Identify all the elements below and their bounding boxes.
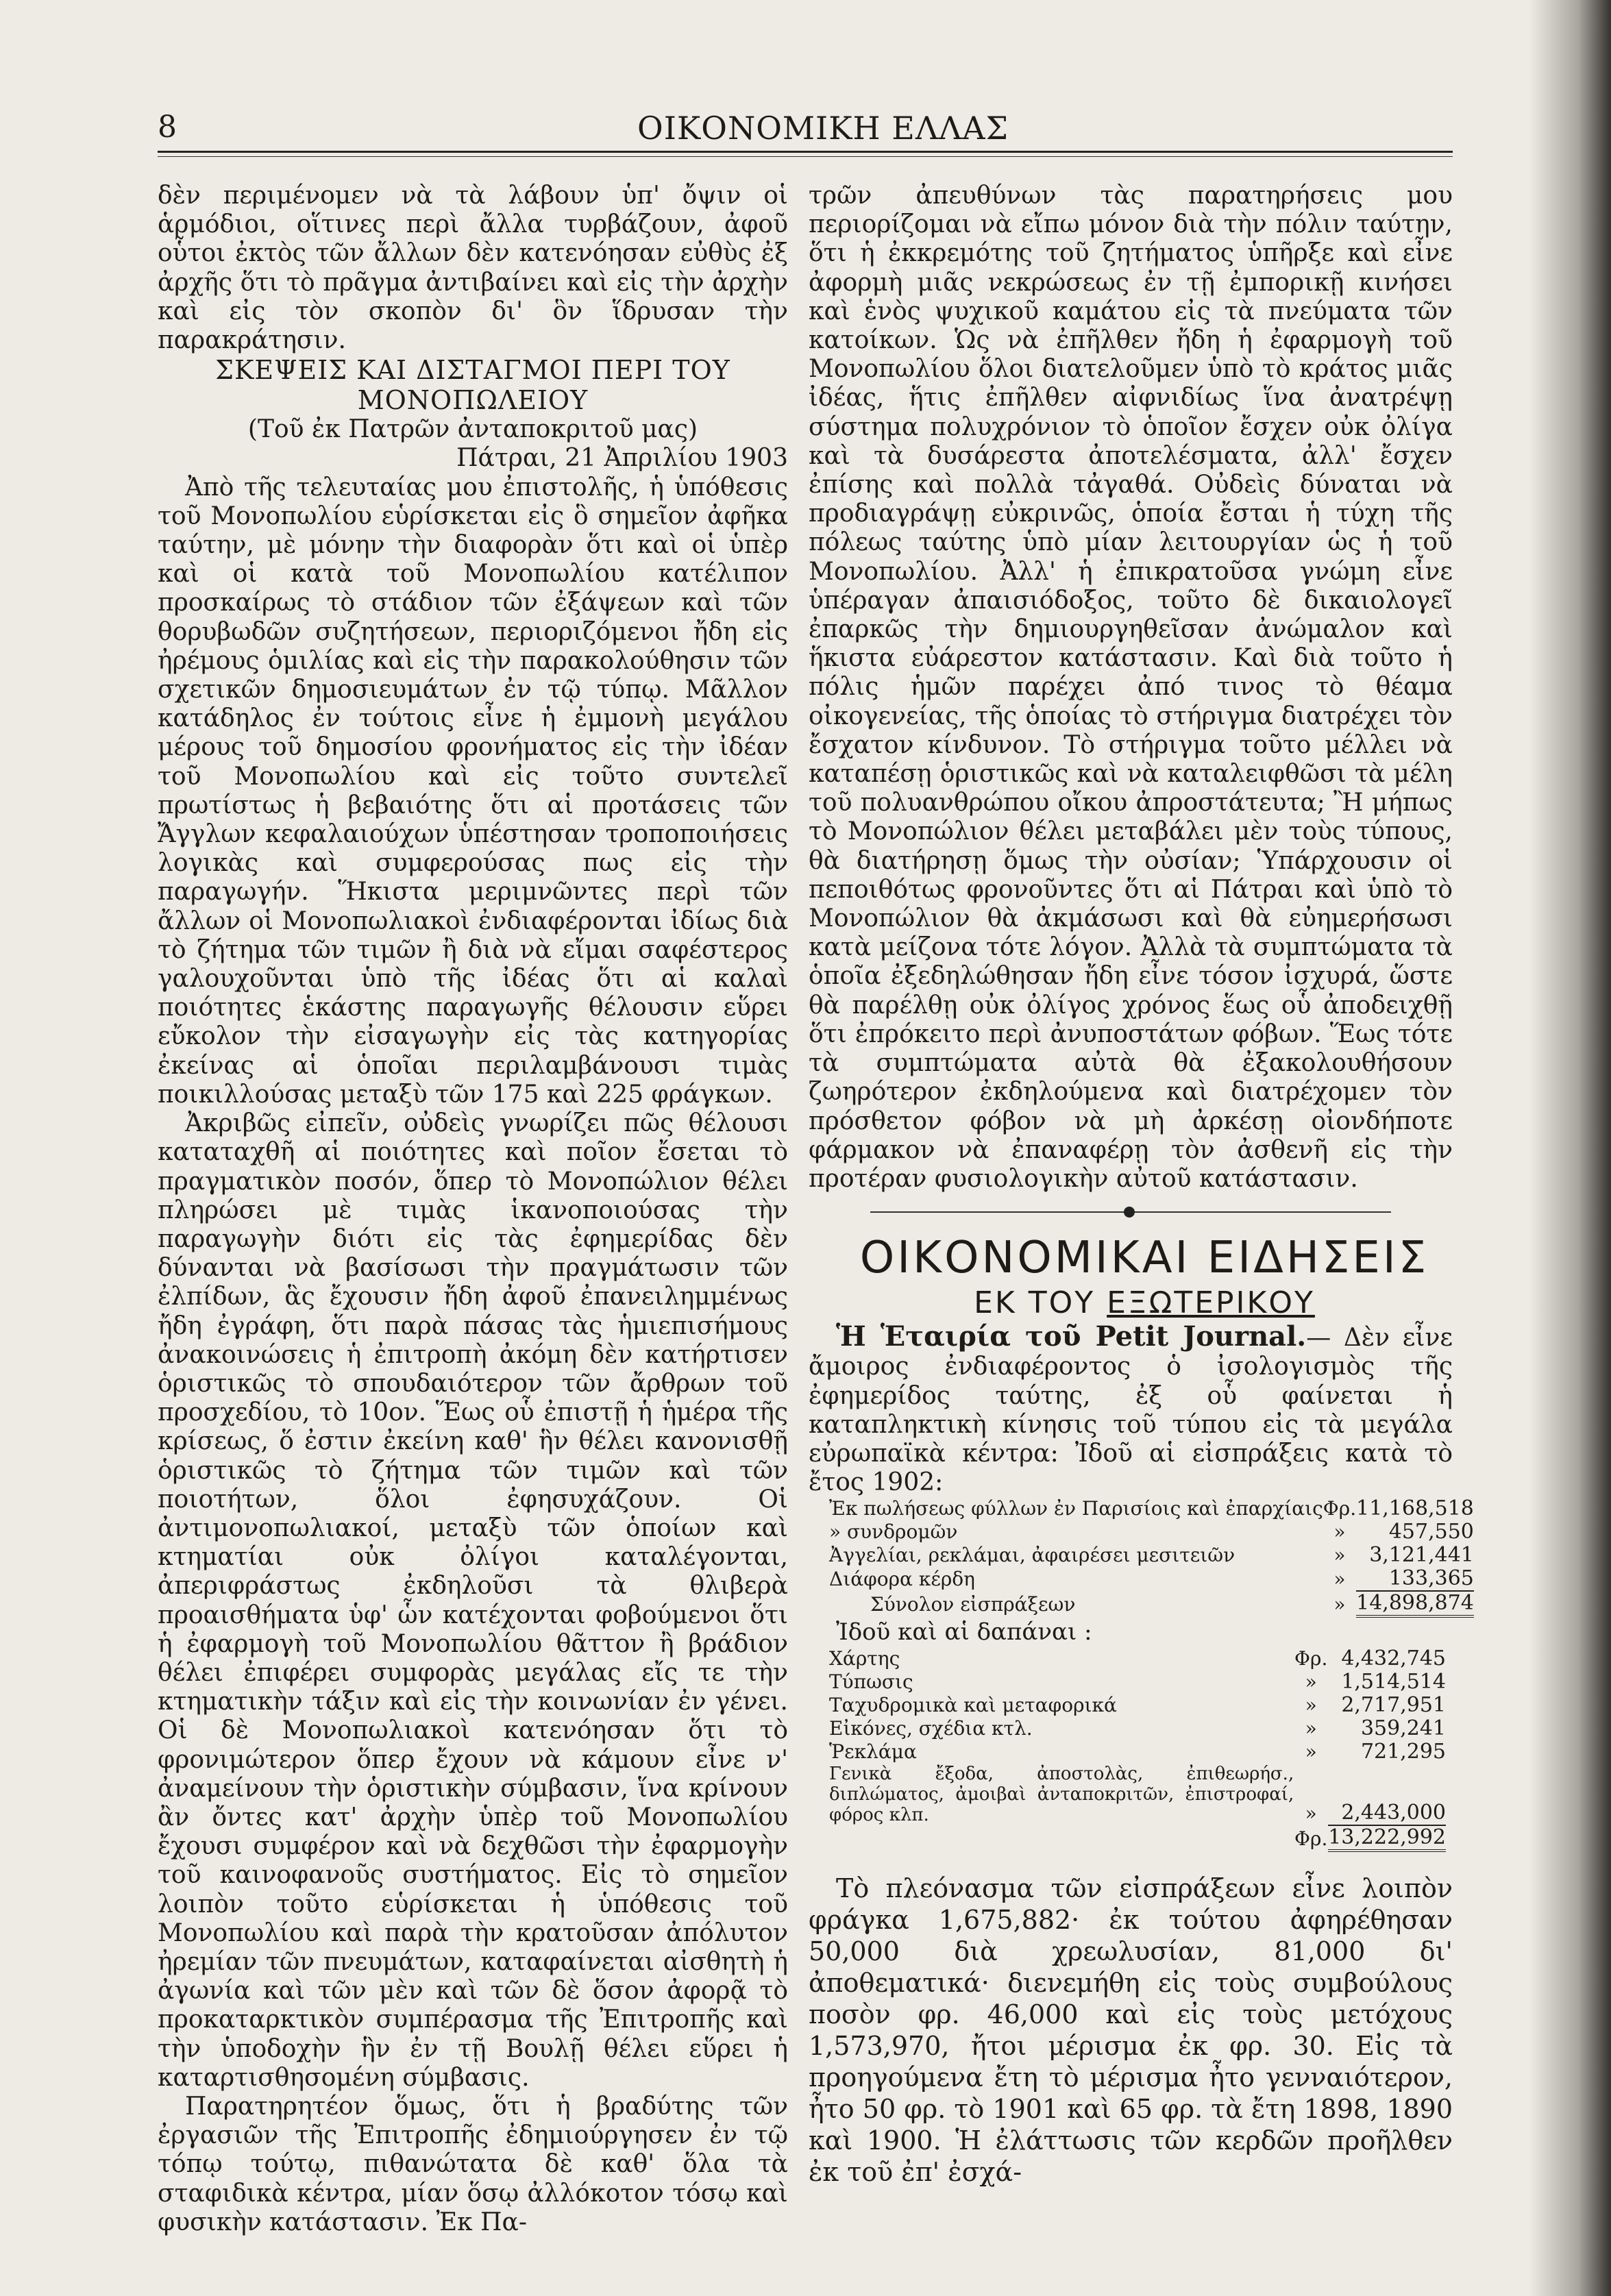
receipt-currency: » xyxy=(1333,1520,1346,1544)
expense-currency: » xyxy=(1305,1740,1317,1763)
section-subtitle xyxy=(809,1284,1453,1322)
section-subtitle-underlined: ΕΞΩΤΕΡΙΚΟΥ xyxy=(1107,1285,1315,1321)
table-row xyxy=(829,1520,1474,1544)
expenses-intro: Ἰδοῦ καὶ αἱ δαπάναι : xyxy=(836,1618,1092,1646)
expense-label: Ταχυδρομικὰ καὶ μεταφορικά xyxy=(829,1693,1117,1716)
receipt-amount: 3,121,441 xyxy=(1369,1543,1474,1568)
news-item-intro xyxy=(809,1322,1453,1497)
table-row xyxy=(829,1740,1446,1764)
receipt-amount: 133,365 xyxy=(1356,1567,1474,1591)
receipts-total-label: Σύνολον εἰσπράξεων xyxy=(870,1593,1076,1616)
news-lead: Ἡ Ἑταιρία τοῦ Petit Journal. xyxy=(836,1320,1307,1353)
expenses-total-currency: Φρ. xyxy=(1294,1827,1328,1850)
receipt-label: Ἀγγελίαι, ρεκλάμαι, ἀφαιρέσει μεσιτειῶν xyxy=(829,1544,1235,1567)
table-row xyxy=(829,1647,1446,1670)
table-row xyxy=(829,1670,1446,1694)
section-title: ΟΙΚΟΝΟΜΙΚΑΙ ΕΙΔΗΣΕΙΣ xyxy=(859,1233,1429,1284)
table-row xyxy=(829,1567,1474,1591)
receipts-total-amount: 14,898,874 xyxy=(1356,1591,1474,1616)
receipt-currency: » xyxy=(1333,1544,1346,1567)
expense-label: Τύπωσις xyxy=(829,1670,913,1693)
receipt-label: Διάφορα κέρδη xyxy=(829,1568,975,1591)
expense-currency: » xyxy=(1305,1693,1317,1716)
expense-amount: 1,514,514 xyxy=(1341,1669,1446,1694)
expenses-total-amount: 13,222,992 xyxy=(1328,1825,1446,1849)
receipt-amount: 11,168,518 xyxy=(1356,1496,1474,1521)
section-divider xyxy=(870,1211,1391,1213)
table-row-total xyxy=(829,1591,1474,1616)
article-continuation: τρῶν ἀπευθύνων τὰς παρατηρήσεις μου περιορίζομαι νὰ εἴπω μόνον διὰ τὴν πόλιν ταύτην, ὅτι ἡ ἐκκρεμότης τοῦ ζητήματος ὑπῆρξε καὶ εἶνε ἀφορμὴ μιᾶς νεκρώσεως ἐν τῇ ἐμπορικῇ κινήσει καὶ ἑνὸς ψυχικοῦ καμάτου εἰς τὰ πνεύματα τῶν κατοίκων. Ὡς νὰ ἐπῆλθεν ἤδη ἡ ἐφαρμογὴ τοῦ Μονοπωλίου ὅλοι διατελοῦμεν ὑπὸ τὸ κράτος μιᾶς ἰδέας, ἥτις ἐπῆλθεν αἰφνιδίως ἵνα ἀνατρέψῃ σύστημα πολυχρόνιον τὸ ὁποῖον ἔσχεν οὐκ ὀλίγα καὶ τὰ δυσάρεστα ἀποτελέσματα, ἀλλ' ἔσχεν ἐπίσης καὶ πολλὰ τἀγαθά. Οὐδεὶς δύναται νὰ προδιαγράψῃ εὐκρινῶς, ὁποία ἔσται ἡ τύχη τῆς πόλεως ταύτης ὑπὸ μίαν λειτουργίαν ὡς ἡ τοῦ Μονοπωλίου. Ἀλλ' ἡ ἐπικρατοῦσα γνώμη εἶνε ὑπέραγαν ἀπαισιόδοξος, τοῦτο δὲ δικαιολογεῖ ἐπαρκῶς τὴν δημιουργηθεῖσαν ἀνώμαλον καὶ ἥκιστα εὐάρεστον κατάστασιν. Καὶ διὰ τοῦτο ἡ πόλις ἡμῶν παρέχει ἀπό τινος τὸ θέαμα οἰκογενείας, τῆς ὁποίας τὸ στήριγμα διατρέχει τὸν ἔσχατον κίνδυνον. Τὸ στήριγμα τοῦτο μέλλει νὰ καταπέσῃ ὁριστικῶς καὶ νὰ καταλειφθῶσι τὰ μέλη τοῦ πολυανθρώπου οἴκου ἀπροστάτευτα; Ἢ μήπως τὸ Μονοπώλιον θέλει μεταβάλει μὲν τοὺς τύπους, θὰ διατήρησῃ ὅμως τὴν οὐσίαν; Ὑπάρχουσιν οἱ πεποιθότως φρονοῦντες ὅτι αἱ Πάτραι καὶ ὑπὸ τὸ Μονοπώλιον θὰ ἀκμάσωσι καὶ θὰ εὐημερήσωσι κατὰ μείζονα τότε λόγον. Ἀλλὰ τὰ συμπτώματα τὰ ὁποῖα ἐξεδηλώθησαν ἤδη εἶνε τόσον ἰσχυρά, ὥστε θὰ παρέλθῃ οὐκ ὀλίγος χρόνος ἕως οὗ ἀποδειχθῇ ὅτι ἐπρόκειτο περὶ ἀνυποστάτων φόβων. Ἕως τότε τὰ συμπτώματα αὐτὰ θὰ ἐξακολουθήσουν ζωηρότερον ἐκδηλούμενα καὶ διατρέχομεν τὸν πρόσθετον φόβον νὰ μὴ ἀρκέσῃ οἰονδήποτε φάρμακον νὰ ἐπαναφέρῃ τὸν ἀσθενῆ εἰς τὴν προτέραν φυσιολογικὴν αὐτοῦ κατάστασιν. xyxy=(809,182,1453,1193)
expense-amount: 721,295 xyxy=(1360,1739,1446,1764)
expense-currency: » xyxy=(1305,1801,1317,1825)
receipt-amount: 457,550 xyxy=(1388,1520,1474,1544)
article-dateline: Πάτραι, 21 Ἀπριλίου 1903 xyxy=(456,444,788,473)
right-column xyxy=(809,182,1474,2188)
article-paragraph: Ἀπὸ τῆς τελευταίας μου ἐπιστολῆς, ἡ ὑπόθεσις τοῦ Μονοπωλίου εὑρίσκεται εἰς ὃ σημεῖον ἀφῆκα ταύτην, μὲ μόνην τὴν διαφορὰν ὅτι καὶ οἱ ὑπὲρ καὶ οἱ κατὰ τοῦ Μονοπωλίου κατέλιπον προσκαίρως τὸ στάδιον τῶν ἐξάψεων καὶ τῶν θορυβωδῶν συζητήσεων, περιοριζόμενοι ἤδη εἰς ἠρέμους ὁμιλίας καὶ εἰς τὴν παρακολούθησιν τῶν σχετικῶν δημοσιευμάτων ἐν τῷ τύπῳ. Μᾶλλον κατάδηλος ἐν τούτοις εἶνε ἡ ἐμμονὴ μεγάλου μέρους τοῦ δημοσίου φρονήματος εἰς τὴν ἰδέαν τοῦ Μονοπωλίου καὶ εἰς τοῦτο συντελεῖ πρωτίστως ἡ βεβαιότης ὅτι αἱ προτάσεις τῶν Ἄγγλων κεφαλαιούχων ὑπέστησαν τροποποιήσεις λογικὰς καὶ συμφερούσας πως εἰς τὴν παραγωγήν. Ἥκιστα μεριμνῶντες περὶ τῶν ἄλλων οἱ Μονοπωλιακοὶ ἐνδιαφέρονται ἰδίως διὰ τὸ ζήτημα τῶν τιμῶν ἢ διὰ νὰ εἴμαι σαφέστερος γαλουχοῦνται ὑπὸ τῆς ἰδέας ὅτι αἱ καλαὶ ποιότητες ἑκάστης παραγωγῆς θέλουσιν εὕρει εὔκολον τὴν εἰσαγωγὴν εἰς τὰς κατηγορίας ἐκείνας αἱ ὁποῖαι περιλαμβάνουσι τιμὰς ποικιλλούσας μεταξὺ τῶν 175 καὶ 225 φράγκων. xyxy=(158,473,788,1109)
header-rule xyxy=(158,151,1453,153)
expense-currency: Φρ. xyxy=(1294,1646,1328,1670)
header-rule-thin xyxy=(158,156,1453,157)
receipt-currency: Φρ. xyxy=(1323,1497,1357,1520)
running-title: ΟΙΚΟΝΟΜΙΚΗ ΕΛΛΑΣ xyxy=(637,110,1009,147)
page-number: 8 xyxy=(158,110,177,145)
expense-amount: 359,241 xyxy=(1360,1716,1446,1740)
receipt-label: Ἐκ πωλήσεως φύλλων ἐν Παρισίοις καὶ ἐπαρχίαις xyxy=(829,1497,1323,1520)
expense-label: Χάρτης xyxy=(829,1646,900,1670)
section-subtitle-prefix: ΕΚ ΤΟΥ xyxy=(974,1285,1096,1321)
article-byline: (Τοῦ ἐκ Πατρῶν ἀνταποκριτοῦ μας) xyxy=(247,415,698,444)
expenses-table xyxy=(829,1647,1446,1852)
table-row xyxy=(829,1544,1474,1567)
divider-ornament xyxy=(1124,1207,1135,1218)
receipts-total-currency: » xyxy=(1333,1593,1346,1616)
closing-paragraph: Τὸ πλεόνασμα τῶν εἰσπράξεων εἶνε λοιπὸν φράγκα 1,675,882· ἐκ τούτου ἀφηρέθησαν 50,000 διὰ χρεωλυσίαν, 81,000 δι' ἀποθεματικά· διενεμήθη εἰς τοὺς συμβούλους ποσὸν φρ. 46,000 καὶ εἰς τοὺς μετόχους 1,573,970, ἤτοι μέρισμα ἐκ φρ. 30. Εἰς τὰ προηγούμενα ἔτη τὸ μέρισμα ἦτο γενναιότερον, ἦτο 50 φρ. τὸ 1901 καὶ 65 φρ. τὰ ἔτη 1898, 1890 καὶ 1900. Ἡ ἐλάττωσις τῶν κερδῶν προῆλθεν ἐκ τοῦ ἐπ' ἐσχά- xyxy=(809,1873,1453,2187)
page-header xyxy=(158,103,1453,151)
expense-amount: 4,432,745 xyxy=(1341,1646,1446,1670)
expense-label: Γενικὰ ἔξοδα, ἀποστολὰς, ἐπιθεωρήσ., διπλώματος, ἀμοιβαὶ ἀνταποκριτῶν, ἐπιστροφαί, φόρος κλπ. xyxy=(829,1763,1294,1825)
receipt-label: » συνδρομῶν xyxy=(829,1520,958,1544)
receipts-table xyxy=(829,1497,1474,1618)
expenses-total-spacer xyxy=(829,1825,1294,1851)
expense-label: Ῥεκλάμα xyxy=(829,1740,917,1763)
binding-shadow xyxy=(1529,0,1611,2296)
table-row-total xyxy=(829,1825,1446,1851)
table-row xyxy=(829,1717,1446,1740)
table-row xyxy=(829,1497,1474,1520)
receipt-currency: » xyxy=(1333,1568,1346,1591)
article-heading-line1: ΣΚΕΨΕΙΣ ΚΑΙ ΔΙΣΤΑΓΜΟΙ ΠΕΡΙ ΤΟΥ xyxy=(215,355,730,386)
expense-label: Εἰκόνες, σχέδια κτλ. xyxy=(829,1716,1033,1740)
opening-paragraph: δὲν περιμένομεν νὰ τὰ λάβουν ὑπ' ὄψιν οἱ ἁρμόδιοι, οἵτινες περὶ ἄλλα τυρβάζουν, ἀφοῦ οὗτοι ἐκτὸς τῶν ἄλλων δὲν κατενόησαν εὐθὺς ἐξ ἀρχῆς ὅτι τὸ πρᾶγμα ἀντιβαίνει καὶ εἰς τὴν ἀρχὴν καὶ εἰς τὸν σκοπὸν δι' ὃν ἵδρυσαν τὴν παρακράτησιν. xyxy=(158,182,788,355)
expense-amount: 2,717,951 xyxy=(1341,1692,1446,1717)
table-row xyxy=(829,1764,1446,1825)
table-row xyxy=(829,1694,1446,1717)
article-heading-line2: ΜΟΝΟΠΩΛΕΙΟΥ xyxy=(357,385,589,416)
article-paragraph: Ἀκριβῶς εἰπεῖν, οὐδεὶς γνωρίζει πῶς θέλουσι καταταχθῆ αἱ ποιότητες καὶ ποῖον ἔσεται τὸ πραγματικὸν ποσόν, ὅπερ τὸ Μονοπώλιον θέλει πληρώσει μὲ τιμὰς ἱκανοποιούσας τὴν παραγωγὴν διότι εἰς τὰς ἐφημερίδας δὲν δύνανται νὰ βασίσωσι τὴν πραγμάτωσιν τῶν ἐλπίδων, ἃς ἔχουσιν ἤδη ἀφοῦ ἐπανειλημμένως ἤδη ἐγράφη, ὅτι παρὰ πάσας τὰς ἡμιεπισήμους ἀνακοινώσεις ἡ ἐπιτροπὴ ἀκόμη δὲν κατήρτισεν ὁριστικῶς τὸ σπουδαιότερον τῶν ἄρθρων τοῦ προσχεδίου, τὸ 10ον. Ἕως οὗ ἐπιστῇ ἡ ἡμέρα τῆς κρίσεως, ὅ ἐστιν ἐκείνη καθ' ἣν θέλει κανονισθῇ ὁριστικῶς τὸ ζήτημα τῶν τιμῶν καὶ τῶν ποιοτήτων, ὅλοι ἐφησυχάζουν. Οἱ ἀντιμονοπωλιακοί, μεταξὺ τῶν ὁποίων καὶ κτηματίαι οὐκ ὀλίγοι καταλέγονται, ἀπεριφράστως ἐκδηλοῦσι τὰ θλιβερὰ προαισθήματα ὑφ' ὧν κατέχονται φοβούμενοι ὅτι ἡ ἐφαρμογὴ τοῦ Μονοπωλίου θᾶττον ἢ βράδιον θέλει ἐπιφέρει συμφορὰς μεγάλας εἴς τε τὴν κτηματικὴν τάξιν καὶ εἰς τὴν κοινωνίαν ἐν γένει. Οἱ δὲ Μονοπωλιακοὶ κατενόησαν ὅτι τὸ φρονιμώτερον ὅπερ ἔχουν νὰ κάμουν εἶνε ν' ἀναμείνουν τὴν ὁριστικὴν σύμβασιν, ἵνα κρίνουν ἂν ὄντες κατ' ἀρχὴν ὑπὲρ τοῦ Μονοπωλίου ἔχουσι συμφέρον καὶ νὰ δεχθῶσι τὴν ἐφαρμογὴν τοῦ καινοφανοῦς συστήματος. Εἰς τὸ σημεῖον λοιπὸν τοῦτο εὑρίσκεται ἡ ὑπόθεσις τοῦ Μονοπωλίου καὶ παρὰ τὴν κρατοῦσαν ἀπόλυτον ἠρεμίαν τῶν πνευμάτων, καταφαίνεται αἰσθητὴ ἡ ἀγωνία καὶ τῶν μὲν καὶ τῶν δὲ ὅσον ἀφορᾷ τὸ προκαταρκτικὸν συμπέρασμα τῆς Ἐπιτροπῆς καὶ τὴν ὑποδοχὴν ἣν ἐν τῇ Βουλῇ θέλει εὕρει ἡ καταρτισθησομένη σύμβασις. xyxy=(158,1109,788,2092)
article-paragraph: Παρατηρητέον ὅμως, ὅτι ἡ βραδύτης τῶν ἐργασιῶν τῆς Ἐπιτροπῆς ἐδημιούργησεν ἐν τῷ τόπῳ τούτῳ, πιθανώτατα δὲ καθ' ὅλα τὰ σταφιδικὰ κέντρα, μίαν ὅσῳ ἀλλόκοτον τόσῳ καὶ φυσικὴν κατάστασιν. Ἐκ Πα- xyxy=(158,2093,788,2236)
left-column xyxy=(158,182,788,2237)
expense-amount: 2,443,000 xyxy=(1328,1764,1446,1825)
expense-currency: » xyxy=(1305,1716,1317,1740)
expense-currency: » xyxy=(1305,1670,1317,1693)
news-intro-text: — Δὲν εἶνε ἄμοιρος ἐνδιαφέροντος ὁ ἰσολογισμὸς τῆς ἐφημερίδος ταύτης, ἐξ οὗ φαίνεται ἡ καταπληκτικὴ κίνησις τοῦ τύπου εἰς τὰ μεγάλα εὐρωπαϊκὰ κέντρα: Ἰδοῦ αἱ εἰσπράξεις κατὰ τὸ ἔτος 1902: xyxy=(809,1324,1453,1497)
